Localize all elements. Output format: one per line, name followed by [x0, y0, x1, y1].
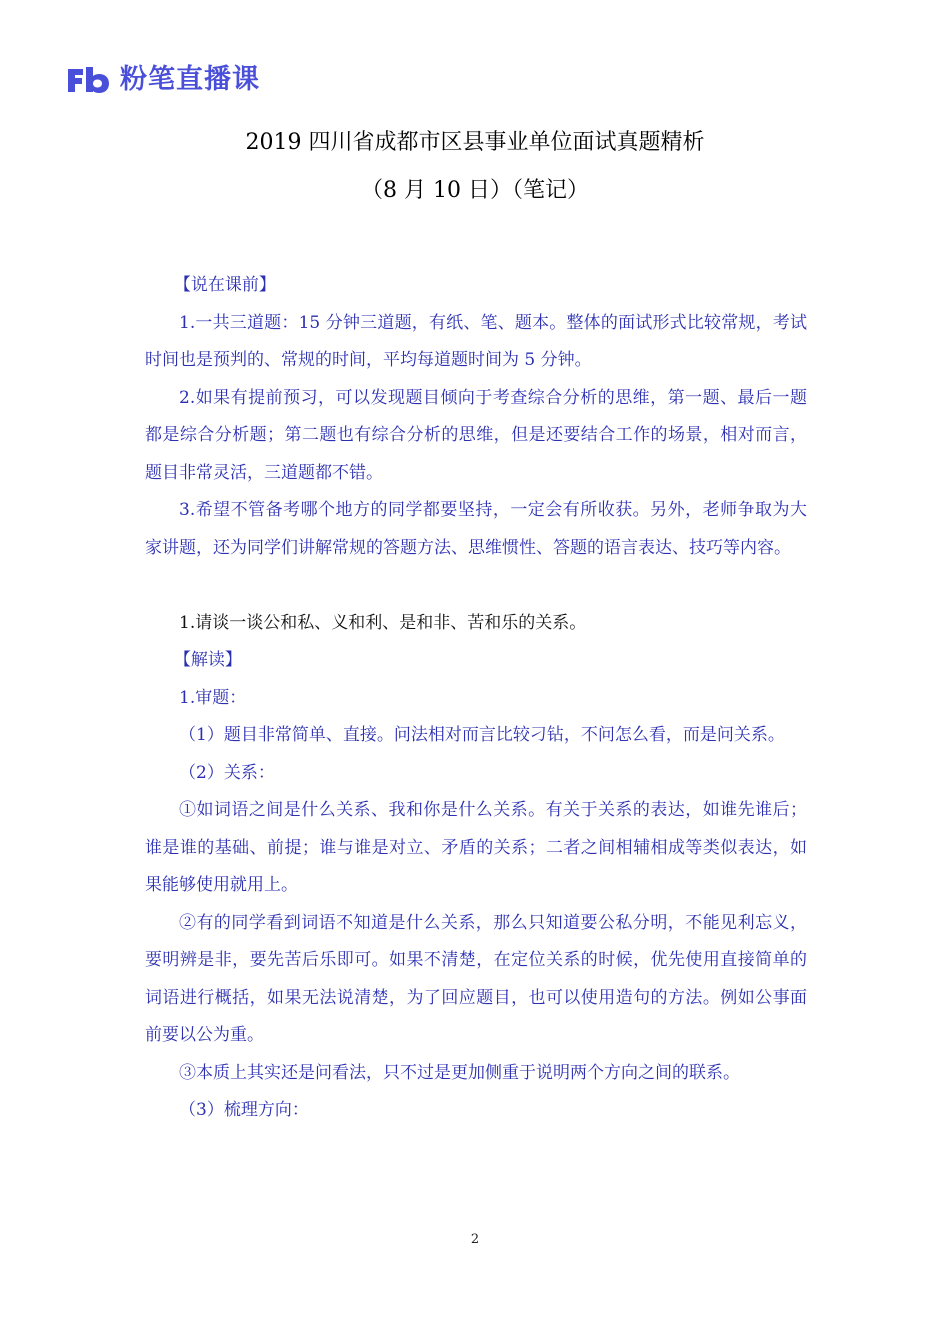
page-subtitle: （8 月 10 日）（笔记） — [361, 178, 589, 203]
sub-point-1: （1）题目非常简单、直接。问法相对而言比较刁钻，不问怎么看，而是问关系。 — [179, 725, 785, 745]
relation-item-1: ①如词语之间是什么关系、我和你是什么关系。有关于关系的表达，如谁先谁后；谁是谁的基础、前提；谁与谁是对立、矛盾的关系；二者之间相辅相成等类似表达，如果能够使用就用上。 — [145, 800, 807, 895]
brand-logo — [66, 62, 260, 98]
intro-heading: 【说在课前】 — [173, 275, 276, 295]
page-number: 2 — [470, 1232, 480, 1247]
document-body — [145, 267, 807, 1130]
section-spacer — [145, 567, 807, 605]
sub-point-3: （3）梳理方向： — [179, 1100, 309, 1120]
relation-item-2: ②有的同学看到词语不知道是什么关系，那么只知道要公私分明，不能见利忘义，要明辨是非，要先苦后乐即可。如果不清楚，在定位关系的时候，优先使用直接简单的词语进行概括，如果无法说清楚，为了回应题目，也可以使用造句的方法。例如公事面前要以公为重。 — [145, 912, 807, 1045]
question-text: 1.请谈一谈公和私、义和利、是和非、苦和乐的关系。 — [179, 612, 587, 633]
intro-point-1: 1.一共三道题：15 分钟三道题，有纸、笔、题本。整体的面试形式比较常规，考试时间也是预判的、常规的时间，平均每道题时间为 5 分钟。 — [145, 312, 807, 370]
page-title: 2019 四川省成都市区县事业单位面试真题精析 — [245, 130, 705, 155]
brand-name: 粉笔直播课 — [120, 64, 260, 95]
fb-logo-icon — [66, 65, 110, 95]
intro-point-3: 3.希望不管备考哪个地方的同学都要坚持，一定会有所收获。另外，老师争取为大家讲题，还为同学们讲解常规的答题方法、思维惯性、答题的语言表达、技巧等内容。 — [145, 500, 807, 558]
sub-point-2: （2）关系： — [179, 762, 275, 783]
relation-item-3: ③本质上其实还是问看法，只不过是更加侧重于说明两个方向之间的联系。 — [179, 1062, 740, 1083]
intro-point-2: 2.如果有提前预习，可以发现题目倾向于考查综合分析的思维，第一题、最后一题都是综合分析题；第二题也有综合分析的思维，但是还要结合工作的场景，相对而言，题目非常灵活，三道题都不错。 — [145, 387, 807, 483]
analysis-heading: 【解读】 — [173, 650, 242, 670]
step-heading: 1.审题： — [179, 687, 247, 708]
